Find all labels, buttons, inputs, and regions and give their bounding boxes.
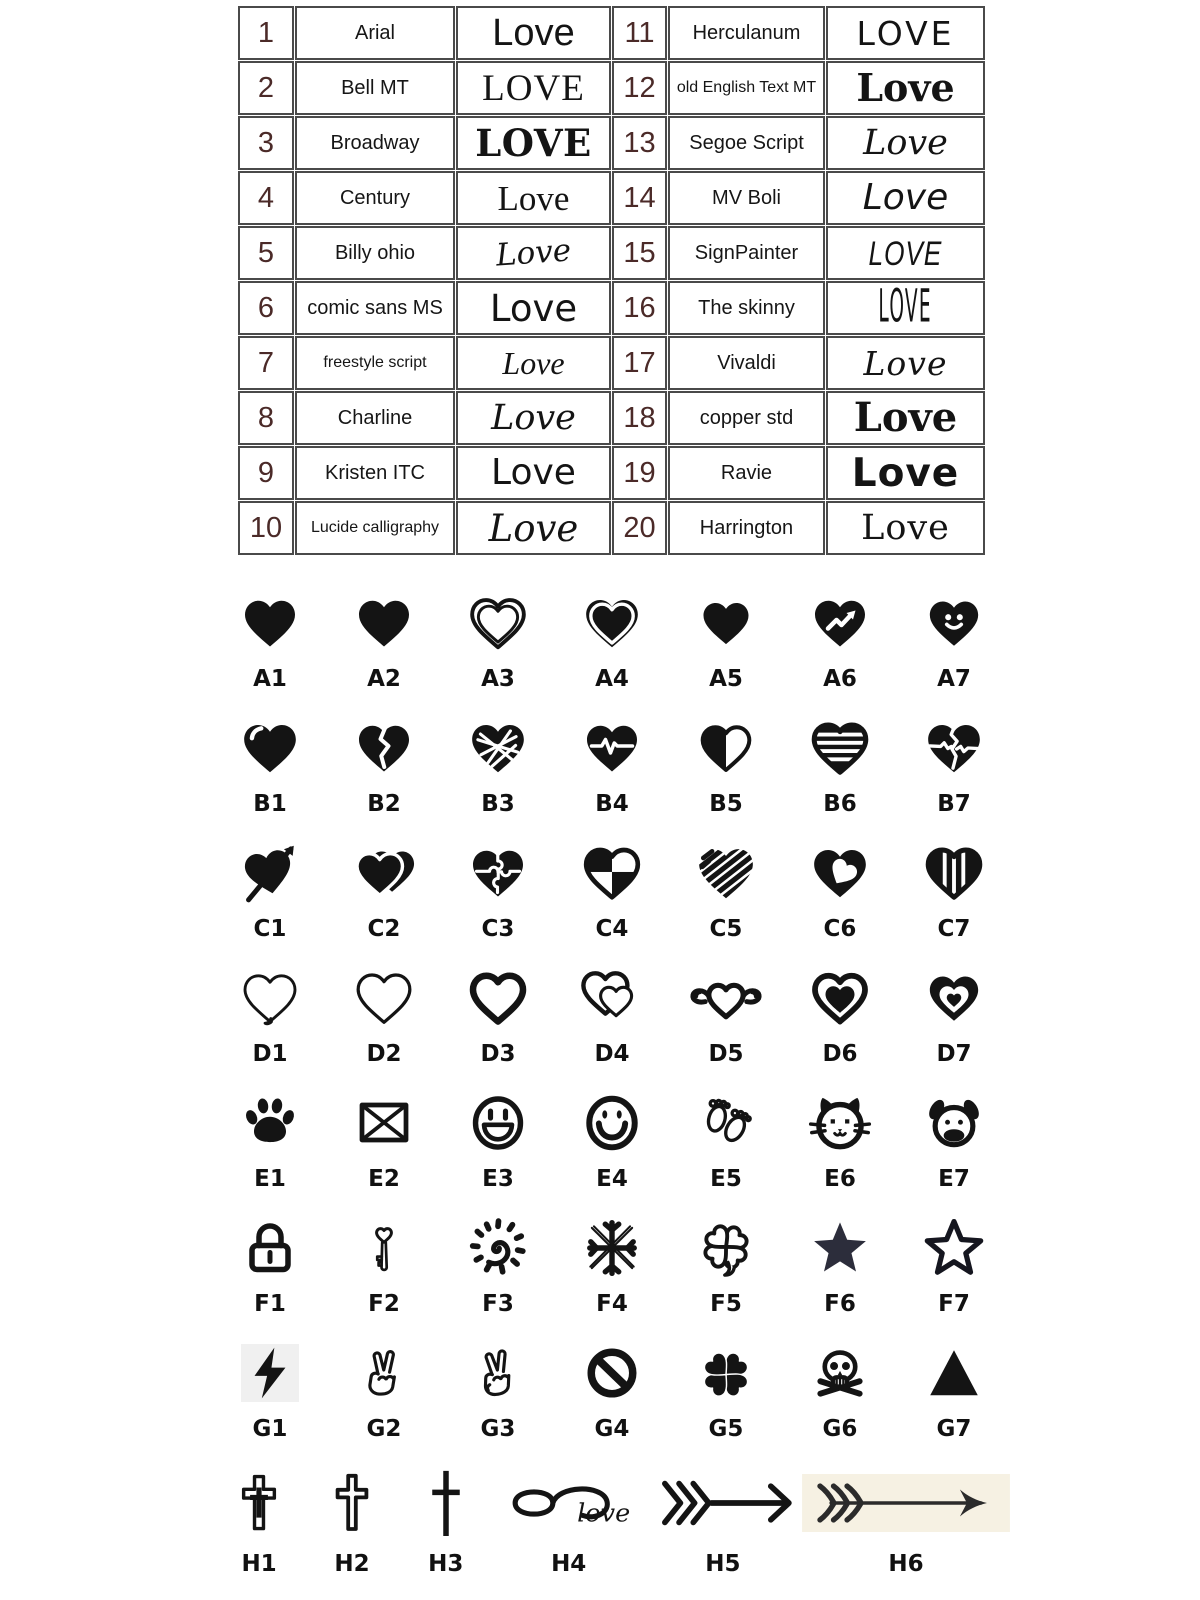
font-sample-text: LOVE <box>856 13 955 53</box>
font-number: 8 <box>238 391 294 445</box>
font-sample <box>826 281 985 335</box>
symbol-cell <box>327 959 441 1069</box>
symbol-code: H6 <box>888 1551 924 1577</box>
symbol-row-d <box>213 959 1011 1069</box>
symbol-code: A1 <box>253 666 287 692</box>
font-sample-text: Love <box>862 177 949 218</box>
font-number: 19 <box>612 446 667 500</box>
symbol-cell <box>669 709 783 819</box>
symbol-code: B6 <box>823 791 857 817</box>
symbol-code: D6 <box>822 1041 858 1067</box>
font-number: 1 <box>238 6 294 60</box>
symbol-row-g <box>213 1334 1011 1444</box>
symbol-row-b <box>213 709 1011 819</box>
infinity-love-icon <box>493 1459 645 1547</box>
symbol-cell <box>213 834 327 944</box>
font-number: 4 <box>238 171 294 225</box>
symbol-cell <box>441 709 555 819</box>
symbol-code: H5 <box>705 1551 741 1577</box>
symbol-cell <box>213 959 327 1069</box>
font-sample-text: Love <box>851 450 960 496</box>
font-sample-text: Love <box>856 65 955 110</box>
double-solid-hearts-icon <box>351 834 417 912</box>
outline-heart-icon <box>353 959 415 1037</box>
font-name: Vivaldi <box>668 336 825 390</box>
font-number: 9 <box>238 446 294 500</box>
symbol-code: F5 <box>710 1291 742 1317</box>
font-sample <box>826 61 985 115</box>
font-sample-text: Love <box>489 286 578 330</box>
symbol-cell <box>441 1334 555 1444</box>
font-number: 6 <box>238 281 294 335</box>
symbol-code: C1 <box>253 916 287 942</box>
solid-triangle-icon <box>923 1334 985 1412</box>
font-sample <box>456 501 611 555</box>
font-name: Ravie <box>668 446 825 500</box>
symbol-code: C5 <box>709 916 743 942</box>
symbol-cell <box>327 1084 441 1194</box>
solid-heart-icon <box>353 584 415 662</box>
symbol-code: G3 <box>480 1416 516 1442</box>
concentric-solid-heart-icon <box>925 959 983 1037</box>
symbol-cell <box>441 959 555 1069</box>
symbol-cell <box>669 584 783 694</box>
feather-arrow-icon <box>801 1459 1011 1547</box>
symbol-cell <box>897 1084 1011 1194</box>
font-number: 10 <box>238 501 294 555</box>
symbol-cell <box>783 1334 897 1444</box>
symbol-cell <box>441 1084 555 1194</box>
font-sample <box>826 446 985 500</box>
solid-heart-narrow-icon <box>699 584 753 662</box>
font-sample <box>456 446 611 500</box>
outline-cross-icon <box>328 1459 376 1547</box>
symbol-code: E1 <box>254 1166 286 1192</box>
vertical-striped-heart-icon <box>923 834 985 912</box>
symbol-cell <box>213 1209 327 1319</box>
symbol-code: E4 <box>596 1166 628 1192</box>
symbol-cell <box>669 834 783 944</box>
symbol-cell <box>305 1459 399 1579</box>
font-number: 17 <box>612 336 667 390</box>
font-name: copper std <box>668 391 825 445</box>
symbol-code: C7 <box>937 916 971 942</box>
shine-heart-icon <box>239 709 301 787</box>
font-number: 20 <box>612 501 667 555</box>
symbol-cell <box>555 709 669 819</box>
dog-face-icon <box>922 1084 986 1162</box>
symbol-cell <box>213 1084 327 1194</box>
symbol-cell <box>783 1209 897 1319</box>
symbol-cell <box>783 959 897 1069</box>
font-sample-text: Love <box>853 394 958 441</box>
font-sample-text: Love <box>491 452 576 493</box>
symbol-cell <box>555 1209 669 1319</box>
symbol-cell <box>897 584 1011 694</box>
font-number: 5 <box>238 226 294 280</box>
symbol-grid <box>213 584 1011 1579</box>
symbol-cell <box>493 1459 645 1579</box>
font-number: 12 <box>612 61 667 115</box>
symbol-code: G5 <box>708 1416 744 1442</box>
symbol-code: F1 <box>254 1291 286 1317</box>
symbol-cell <box>327 584 441 694</box>
symbol-code: D3 <box>480 1041 516 1067</box>
symbol-code: D5 <box>708 1041 744 1067</box>
concentric-outline-heart-icon <box>810 959 870 1037</box>
font-name: freestyle script <box>295 336 455 390</box>
font-sample <box>826 336 985 390</box>
symbol-code: G1 <box>252 1416 288 1442</box>
symbol-code: G2 <box>366 1416 402 1442</box>
symbol-code: F7 <box>938 1291 970 1317</box>
paw-print-icon <box>239 1084 301 1162</box>
symbol-code: C4 <box>595 916 629 942</box>
font-sample <box>826 6 985 60</box>
font-number: 2 <box>238 61 294 115</box>
symbol-code: F4 <box>596 1291 628 1317</box>
font-sample <box>826 501 985 555</box>
symbol-cell <box>555 959 669 1069</box>
symbol-code: A3 <box>481 666 515 692</box>
outline-star-icon <box>920 1209 988 1287</box>
symbol-code: H2 <box>334 1551 370 1577</box>
symbol-cell <box>327 834 441 944</box>
baby-feet-icon <box>694 1084 758 1162</box>
victory-hand-icon <box>355 1334 413 1412</box>
cat-face-icon <box>807 1084 873 1162</box>
font-sample-text: LOVE <box>868 233 943 273</box>
padlock-icon <box>240 1209 300 1287</box>
sketch-scribble-heart-icon <box>695 834 757 912</box>
symbol-cell <box>327 709 441 819</box>
symbol-code: D4 <box>594 1041 630 1067</box>
font-sample <box>456 336 611 390</box>
thick-outline-heart-icon <box>468 959 528 1037</box>
symbol-code: B3 <box>481 791 515 817</box>
symbol-code: B1 <box>253 791 287 817</box>
symbol-cell <box>897 1334 1011 1444</box>
tailed-outline-heart-icon <box>237 959 303 1037</box>
heart-clover-icon <box>695 1334 757 1412</box>
symbol-cell <box>897 959 1011 1069</box>
font-number: 7 <box>238 336 294 390</box>
symbol-cell <box>441 834 555 944</box>
font-sample-text: Love <box>863 122 948 163</box>
symbol-code: H4 <box>551 1551 587 1577</box>
font-sample <box>826 391 985 445</box>
symbol-cell <box>399 1459 493 1579</box>
font-sample <box>456 391 611 445</box>
font-name: Century <box>295 171 455 225</box>
infinity-word: love <box>576 1498 630 1529</box>
checkered-heart-icon <box>581 834 643 912</box>
font-name: Herculanum <box>668 6 825 60</box>
four-leaf-clover-icon <box>695 1209 757 1287</box>
smiley-icon <box>581 1084 643 1162</box>
winged-heart-icon <box>683 959 769 1037</box>
doodle-sun-icon <box>467 1209 529 1287</box>
font-sample <box>456 6 611 60</box>
symbol-cell <box>213 709 327 819</box>
solid-star-icon <box>807 1209 873 1287</box>
smiley-heart-icon <box>925 584 983 662</box>
font-name: SignPainter <box>668 226 825 280</box>
ornate-cross-icon <box>233 1459 285 1547</box>
font-name: comic sans MS <box>295 281 455 335</box>
symbol-code: H1 <box>241 1551 277 1577</box>
symbol-code: C3 <box>481 916 515 942</box>
bordered-heart-icon <box>581 584 643 662</box>
skull-crossbones-icon <box>809 1334 871 1412</box>
font-sample-text: Love <box>494 231 573 274</box>
scribble-heart-icon <box>467 709 529 787</box>
symbol-row-h <box>213 1459 1011 1579</box>
broken-heart-icon <box>354 709 414 787</box>
symbol-code: G4 <box>594 1416 630 1442</box>
symbol-row-a <box>213 584 1011 694</box>
font-sample <box>456 281 611 335</box>
symbol-code: A2 <box>367 666 401 692</box>
font-sample <box>826 116 985 170</box>
symbol-cell <box>669 1334 783 1444</box>
symbol-cell <box>783 834 897 944</box>
prohibition-sign-icon <box>582 1334 642 1412</box>
symbol-cell <box>213 584 327 694</box>
double-outline-hearts-icon <box>579 959 645 1037</box>
symbol-row-c <box>213 834 1011 944</box>
symbol-code: E3 <box>482 1166 514 1192</box>
font-name: Harrington <box>668 501 825 555</box>
font-sample-text: Love <box>861 507 950 548</box>
font-name: MV Boli <box>668 171 825 225</box>
symbol-code: E6 <box>824 1166 856 1192</box>
symbol-code: C6 <box>823 916 857 942</box>
trend-arrow-heart-icon <box>810 584 870 662</box>
symbol-cell <box>897 709 1011 819</box>
font-name: Kristen ITC <box>295 446 455 500</box>
double-outline-heart-icon <box>467 584 529 662</box>
symbol-code: A6 <box>823 666 857 692</box>
font-sample <box>456 226 611 280</box>
symbol-code: A4 <box>595 666 629 692</box>
symbol-cell <box>645 1459 801 1579</box>
arrow-pierced-heart-icon <box>238 834 302 912</box>
symbol-code: G6 <box>822 1416 858 1442</box>
symbol-code: C2 <box>367 916 401 942</box>
puzzle-heart-icon <box>468 834 528 912</box>
symbol-cell <box>555 834 669 944</box>
font-name: Bell MT <box>295 61 455 115</box>
symbol-cell <box>213 1459 305 1579</box>
font-number: 3 <box>238 116 294 170</box>
font-number: 16 <box>612 281 667 335</box>
symbol-cell <box>555 1084 669 1194</box>
font-number: 11 <box>612 6 667 60</box>
symbol-cell <box>897 834 1011 944</box>
font-sample <box>826 171 985 225</box>
victory-hand-alt-icon <box>469 1334 527 1412</box>
symbol-cell <box>327 1334 441 1444</box>
symbol-cell <box>783 584 897 694</box>
symbol-code: E2 <box>368 1166 400 1192</box>
font-name: Charline <box>295 391 455 445</box>
font-sample-text: LOVE <box>878 281 933 334</box>
symbol-code: B7 <box>937 791 971 817</box>
striped-heart-icon <box>809 709 871 787</box>
symbol-row-e <box>213 1084 1011 1194</box>
symbol-code: G7 <box>936 1416 972 1442</box>
font-name: Lucide calligraphy <box>295 501 455 555</box>
swirl-heart-icon <box>809 834 871 912</box>
symbol-code: D7 <box>936 1041 972 1067</box>
font-number: 14 <box>612 171 667 225</box>
font-sample <box>826 226 985 280</box>
symbol-cell <box>801 1459 1011 1579</box>
symbol-code: D2 <box>366 1041 402 1067</box>
symbol-code: B4 <box>595 791 629 817</box>
symbol-cell <box>783 709 897 819</box>
symbol-code: A5 <box>709 666 743 692</box>
half-solid-heart-icon <box>698 709 754 787</box>
symbol-cell <box>783 1084 897 1194</box>
symbol-code: H3 <box>428 1551 464 1577</box>
font-sample-text: Love <box>863 343 948 383</box>
font-name: The skinny <box>668 281 825 335</box>
heartbeat-heart-icon <box>582 709 642 787</box>
font-sample-text: Love <box>497 178 570 218</box>
font-sample-text: LOVE <box>475 120 592 165</box>
symbol-code: F3 <box>482 1291 514 1317</box>
font-sample-text: Love <box>488 506 579 550</box>
font-name: Broadway <box>295 116 455 170</box>
symbol-code: A7 <box>937 666 971 692</box>
symbol-cell <box>897 1209 1011 1319</box>
symbol-cell <box>669 1209 783 1319</box>
symbol-row-f <box>213 1209 1011 1319</box>
font-sample <box>456 61 611 115</box>
font-name: old English Text MT <box>668 61 825 115</box>
font-sample-text: Love <box>491 397 576 438</box>
chevron-arrow-icon <box>648 1459 798 1547</box>
symbol-cell <box>441 584 555 694</box>
font-sample <box>456 171 611 225</box>
font-sample-text: LOVE <box>482 67 585 109</box>
font-number: 15 <box>612 226 667 280</box>
symbol-cell <box>213 1334 327 1444</box>
font-sample-text: Love <box>502 345 565 381</box>
font-name: Segoe Script <box>668 116 825 170</box>
font-sample <box>456 116 611 170</box>
font-name: Billy ohio <box>295 226 455 280</box>
cracked-heart-icon <box>923 709 985 787</box>
symbol-cell <box>669 959 783 1069</box>
symbol-code: D1 <box>252 1041 288 1067</box>
symbol-code: B5 <box>709 791 743 817</box>
snowflake-icon <box>581 1209 643 1287</box>
symbol-code: F2 <box>368 1291 400 1317</box>
font-number: 13 <box>612 116 667 170</box>
envelope-icon <box>352 1084 416 1162</box>
symbol-cell <box>669 1084 783 1194</box>
heart-key-icon <box>357 1209 411 1287</box>
symbol-cell <box>327 1209 441 1319</box>
font-number: 18 <box>612 391 667 445</box>
symbol-code: E5 <box>710 1166 742 1192</box>
symbol-cell <box>555 584 669 694</box>
symbol-cell <box>441 1209 555 1319</box>
symbol-cell <box>555 1334 669 1444</box>
font-sample-text: Love <box>492 12 575 54</box>
solid-cross-icon <box>424 1459 468 1547</box>
symbol-code: E7 <box>938 1166 970 1192</box>
lightning-bolt-icon <box>241 1334 299 1412</box>
font-table <box>238 6 985 555</box>
laughing-smiley-icon <box>467 1084 529 1162</box>
symbol-code: F6 <box>824 1291 856 1317</box>
font-name: Arial <box>295 6 455 60</box>
symbol-code: B2 <box>367 791 401 817</box>
solid-heart-wide-icon <box>236 584 304 662</box>
